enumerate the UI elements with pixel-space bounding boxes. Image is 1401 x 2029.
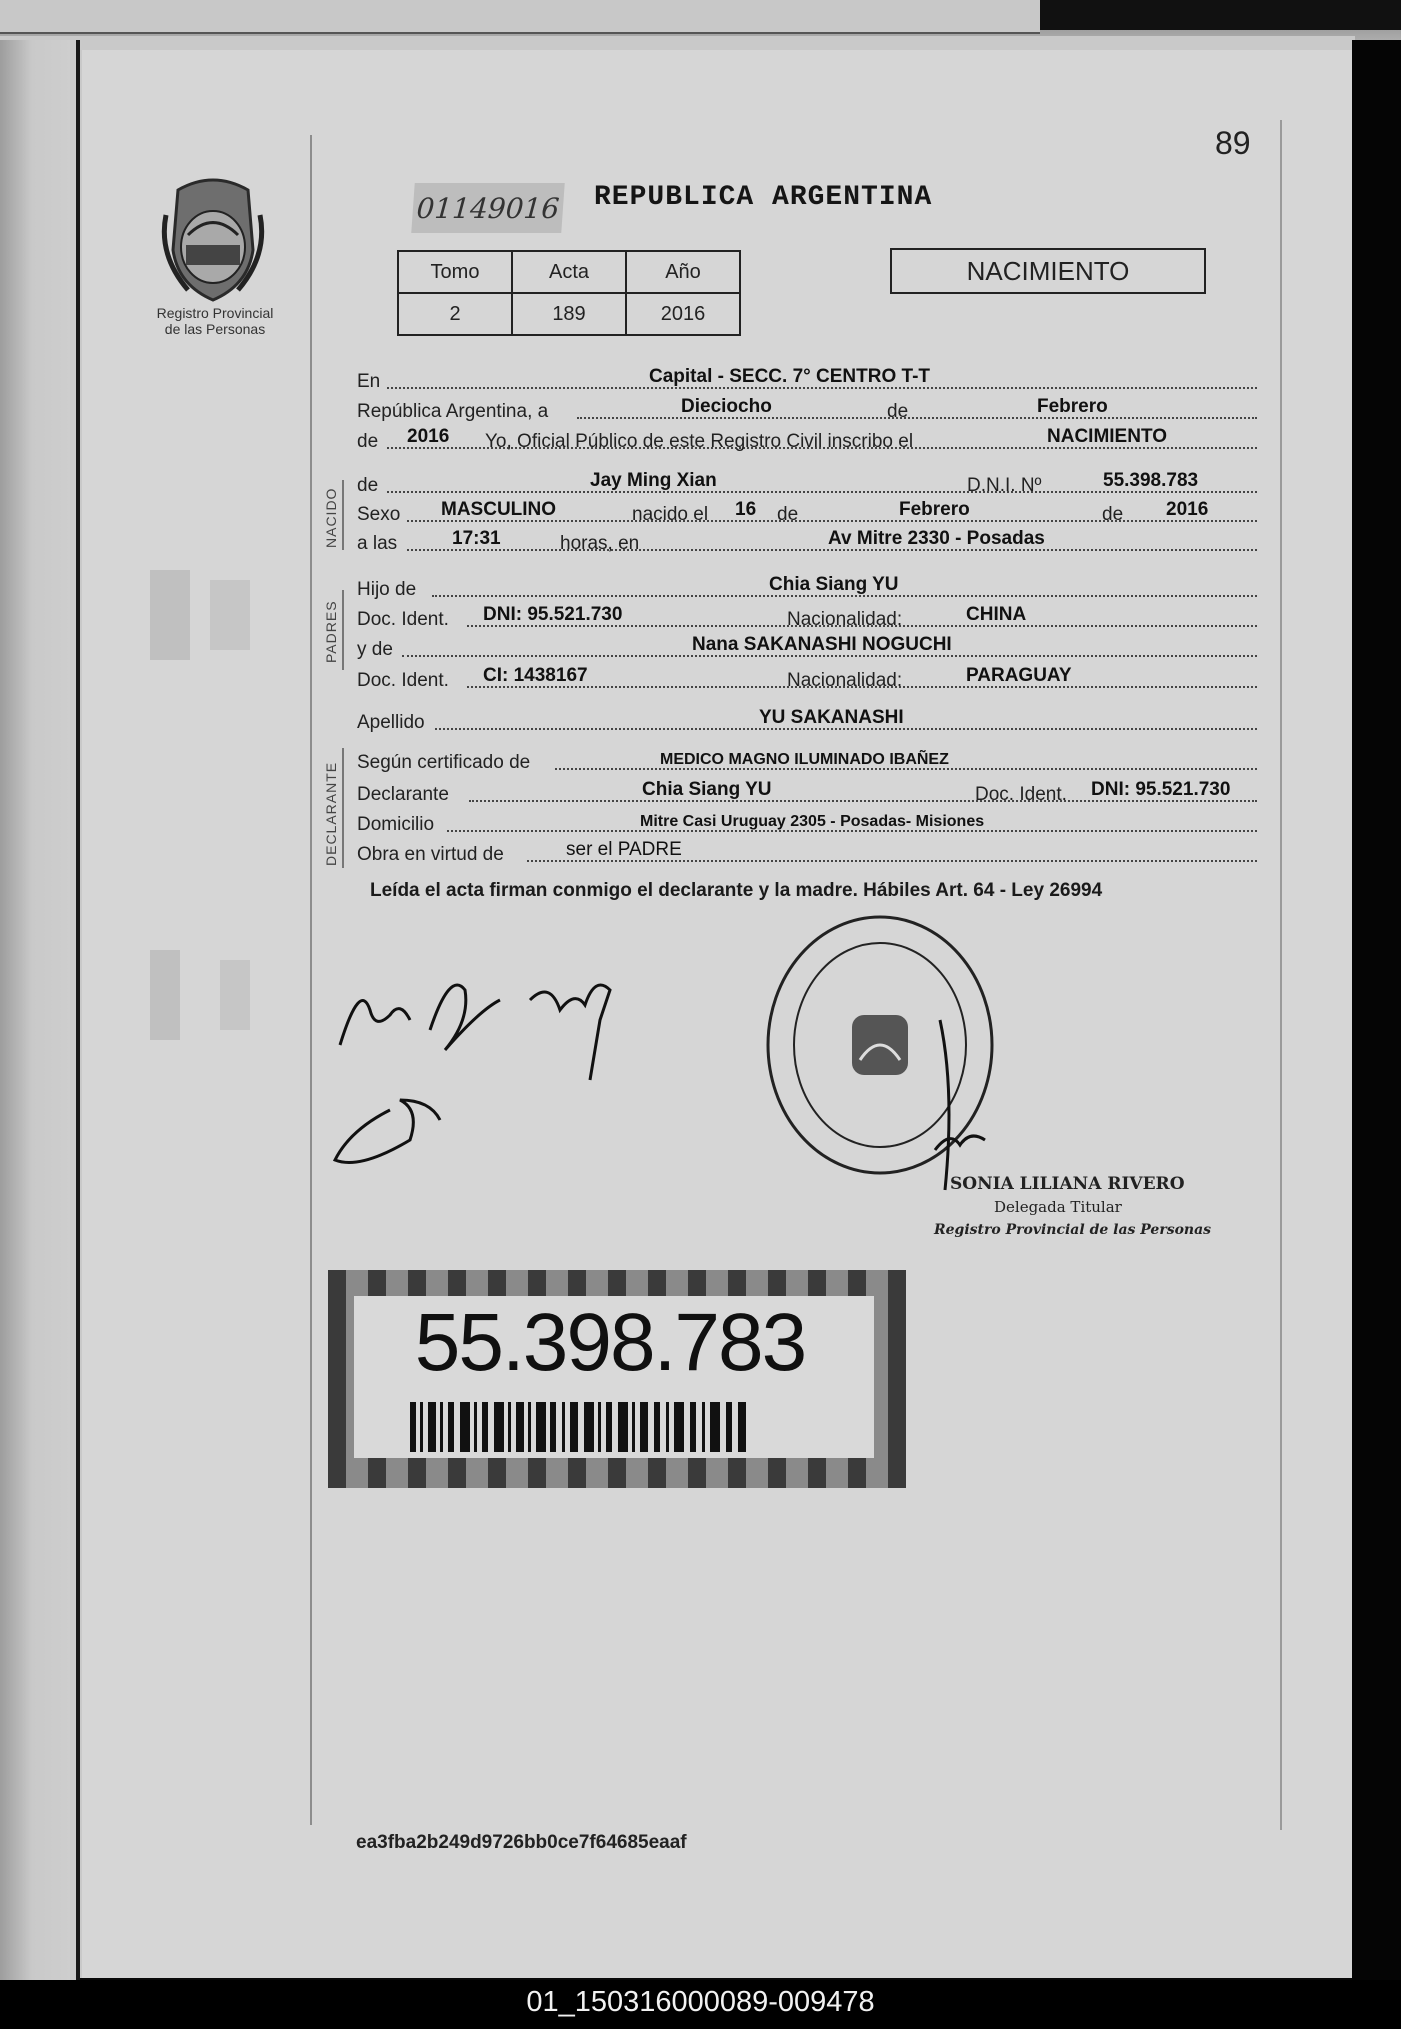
side-rule [342, 590, 344, 670]
field-label: Según certificado de [357, 752, 531, 773]
legal-statement: Leída el acta firman conmigo el declarante y la madre. Hábiles Art. 64 - Ley 26994 [370, 880, 1103, 901]
margin-rule-right [1280, 120, 1282, 1830]
field-value-birth-month: Febrero [899, 499, 970, 520]
field-value-birth-day: 16 [735, 499, 757, 520]
field-value-certifier: MEDICO MAGNO ILUMINADO IBAÑEZ [660, 751, 949, 768]
field-value-father-id: DNI: 95.521.730 [483, 604, 623, 625]
field-label: de [887, 401, 909, 422]
field-label: D.N.I. Nº [967, 475, 1042, 496]
field-value-address: Mitre Casi Uruguay 2305 - Posadas- Misiones [640, 813, 985, 830]
handwritten-signatures [330, 960, 660, 1180]
form-row-madre [357, 635, 1257, 665]
field-value-place: Capital - SECC. 7° CENTRO T-T [649, 366, 931, 387]
acta-header: Acta [512, 251, 626, 293]
field-value-declarant-id: DNI: 95.521.730 [1091, 779, 1231, 800]
book-spine [76, 40, 80, 1980]
anio-header: Año [626, 251, 740, 293]
field-label: Doc. Ident. [357, 670, 449, 691]
field-value-birth-year: 2016 [1166, 499, 1209, 520]
field-label: de [357, 475, 379, 496]
show-through-mark [140, 940, 270, 1050]
official-name: SONIA LILIANA RIVERO [950, 1174, 1185, 1194]
official-role: Delegada Titular [994, 1198, 1122, 1216]
page-number: 89 [1215, 125, 1251, 161]
acta-value: 189 [512, 293, 626, 335]
document-title: REPUBLICA ARGENTINA [594, 182, 933, 213]
field-value-sex: MASCULINO [441, 499, 557, 520]
field-value-capacity: ser el PADRE [566, 839, 682, 860]
field-value-name: Jay Ming Xian [590, 470, 717, 491]
field-value-mother: Nana SAKANASHI NOGUCHI [692, 634, 952, 655]
book-edge [0, 0, 1040, 34]
form-row-republica [357, 397, 1257, 427]
field-label: Doc. Ident. [357, 609, 449, 630]
field-label: Hijo de [357, 579, 417, 600]
emblem-caption-line2: de las Personas [164, 321, 266, 337]
margin-rule-left [310, 135, 312, 1825]
form-row-hora [357, 529, 1257, 559]
dni-barcode-label [328, 1270, 906, 1488]
field-label: Doc. Ident. [975, 784, 1067, 805]
emblem-caption [140, 305, 290, 337]
form-row-apellido [357, 708, 1257, 738]
form-row-madre-doc [357, 666, 1257, 696]
side-label-declarante: DECLARANTE [323, 761, 339, 866]
field-value-dni: 55.398.783 [1103, 470, 1199, 491]
show-through-mark [140, 560, 270, 670]
field-value-birth-place: Av Mitre 2330 - Posadas [828, 528, 1045, 549]
register-reference-table [397, 250, 741, 336]
field-label: Declarante [357, 784, 449, 805]
field-value-father: Chia Siang YU [769, 574, 899, 595]
scan-footer-id: 01_150316000089-009478 [0, 1980, 1401, 2029]
side-rule [342, 748, 344, 868]
dotted-line [577, 417, 1257, 419]
emblem-caption-line1: Registro Provincial [156, 305, 274, 321]
field-label: Yo, Oficial Público de este Registro Civil inscribo el [485, 431, 914, 452]
form-row-domicilio [357, 810, 1257, 840]
form-row-certificado [357, 748, 1257, 778]
field-label: En [357, 371, 381, 392]
form-row-padre [357, 575, 1257, 605]
field-value-day: Dieciocho [681, 396, 772, 417]
official-office: Registro Provincial de las Personas [934, 1222, 1212, 1238]
field-label: Apellido [357, 712, 425, 733]
field-label: Obra en virtud de [357, 844, 504, 865]
side-label-nacido: NACIDO [323, 487, 339, 548]
field-value-event: NACIMIENTO [1047, 426, 1167, 447]
tomo-value: 2 [398, 293, 512, 335]
barcode-icon [410, 1402, 750, 1452]
field-label: Nacionalidad: [787, 670, 903, 691]
form-row-padre-doc [357, 605, 1257, 635]
field-value-year: 2016 [407, 426, 450, 447]
field-value-mother-id: CI: 1438167 [483, 665, 588, 686]
field-value-father-nationality: CHINA [966, 604, 1027, 625]
field-label: horas, en [560, 533, 640, 554]
tomo-header: Tomo [398, 251, 512, 293]
field-label: Sexo [357, 504, 401, 525]
form-row-en [357, 367, 1257, 397]
field-value-mother-nationality: PARAGUAY [966, 665, 1072, 686]
field-label: de [1102, 504, 1124, 525]
certificate-page [82, 50, 1352, 1978]
document-hash: ea3fba2b249d9726bb0ce7f64685eaaf [356, 1832, 687, 1853]
form-row-sexo [357, 500, 1257, 530]
barcode-number: 55.398.783 [414, 1297, 806, 1388]
field-label: y de [357, 639, 393, 660]
form-row-obra [357, 840, 1257, 870]
field-label: de [777, 504, 799, 525]
field-label: Domicilio [357, 814, 435, 835]
document-control-number: 01149016 [411, 183, 564, 233]
scan-border [1040, 0, 1401, 30]
field-label: República Argentina, a [357, 401, 549, 422]
form-row-declarante [357, 780, 1257, 810]
field-label: nacido el [632, 504, 709, 525]
field-label: Nacionalidad: [787, 609, 903, 630]
misiones-emblem-icon [158, 175, 268, 305]
side-label-padres: PADRES [323, 600, 339, 663]
field-value-time: 17:31 [452, 528, 501, 549]
form-row-anio [357, 427, 1257, 457]
left-page-edge [0, 40, 80, 1980]
form-row-nombre [357, 471, 1257, 501]
scan-right-border [1352, 40, 1401, 1980]
field-value-declarant: Chia Siang YU [642, 779, 772, 800]
side-rule [342, 480, 344, 550]
field-label: a las [357, 533, 398, 554]
anio-value: 2016 [626, 293, 740, 335]
barcode-label-panel [354, 1296, 874, 1458]
record-type-box: NACIMIENTO [890, 248, 1206, 294]
field-value-surname: YU SAKANASHI [759, 707, 904, 728]
field-value-month: Febrero [1037, 396, 1108, 417]
field-label: de [357, 431, 379, 452]
